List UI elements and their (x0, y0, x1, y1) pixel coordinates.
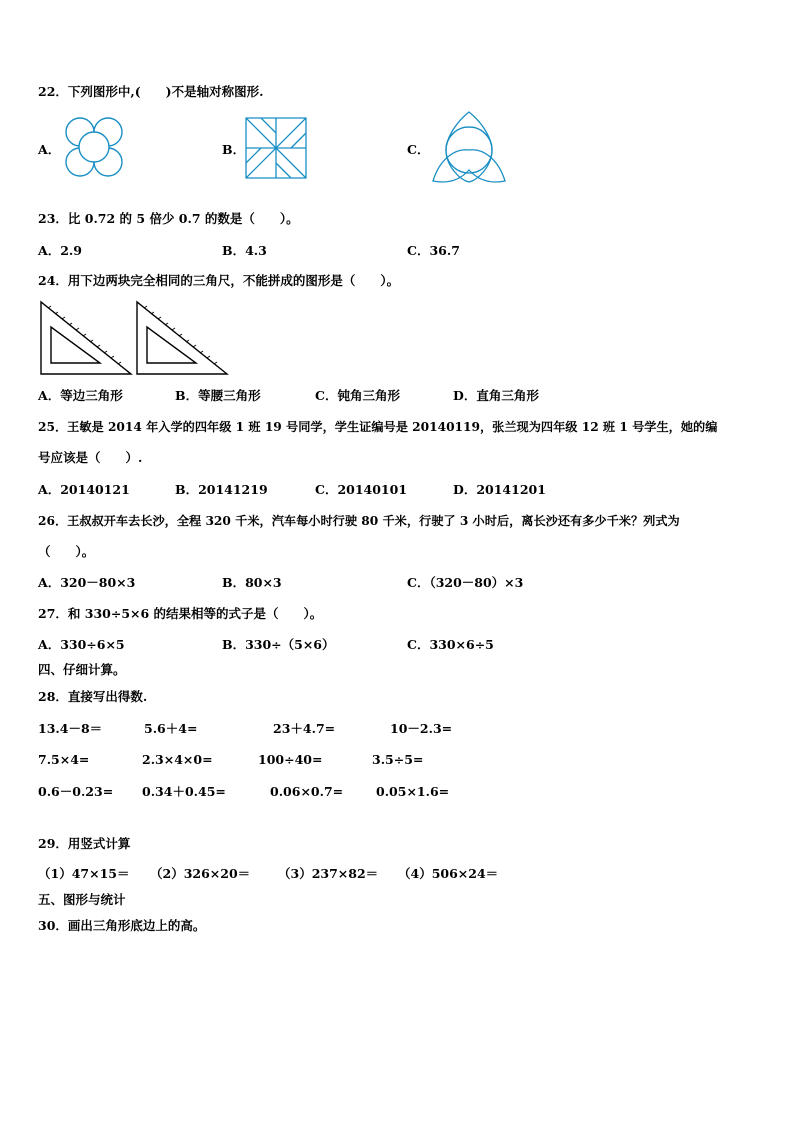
q28-stem: 28．直接写出得数. (38, 689, 148, 704)
q25-stem-line2: 号应该是（ ）. (38, 450, 143, 465)
q25-option-c: C．20140101 (315, 482, 408, 497)
q25-option-b: B．20141219 (175, 482, 268, 497)
q22-option-a-label: A． (38, 142, 61, 157)
q25-option-a: A．20140121 (38, 482, 130, 497)
q29-item-2: （2）326×20＝ (150, 866, 251, 881)
q28-item-1-2: 5.6＋4= (144, 721, 198, 736)
q29-item-1: （1）47×15＝ (38, 866, 130, 881)
set-square-right-figure (134, 299, 230, 377)
q24-option-b: B．等腰三角形 (175, 388, 261, 403)
set-square-left-figure (38, 299, 134, 377)
q25-option-d: D．20141201 (453, 482, 546, 497)
q29-item-4: （4）506×24＝ (398, 866, 499, 881)
trefoil-circle-figure (430, 110, 508, 184)
q22-stem: 22．下列图形中,( )不是轴对称图形. (38, 84, 264, 99)
q28-item-1-3: 23＋4.7= (273, 721, 336, 736)
q28-item-2-3: 100÷40= (258, 752, 323, 767)
q26-option-a: A．320－80×3 (38, 575, 136, 590)
q28-item-3-4: 0.05×1.6= (376, 784, 450, 799)
q26-option-c: C．（320－80）×3 (407, 575, 524, 590)
q27-option-c: C．330×6÷5 (407, 637, 494, 652)
q23-stem: 23．比 0.72 的 5 倍少 0.7 的数是（ ）。 (38, 211, 299, 226)
q29-stem: 29．用竖式计算 (38, 836, 131, 851)
q28-item-1-1: 13.4－8＝ (38, 721, 103, 736)
q28-item-2-4: 3.5÷5= (372, 752, 424, 767)
pinwheel-figure (244, 116, 308, 180)
q25-stem-line1: 25．王敏是 2014 年入学的四年级 1 班 19 号同学，学生证编号是 20140119，张兰现为四年级 12 班 1 号学生，她的编 (38, 420, 718, 434)
q24-option-c: C．钝角三角形 (315, 388, 400, 403)
q24-option-d: D．直角三角形 (453, 388, 539, 403)
q28-item-1-4: 10－2.3= (390, 721, 453, 736)
q26-stem-line2: （ ）。 (38, 544, 95, 559)
q22-option-c-label: C． (407, 142, 430, 157)
q27-stem: 27．和 330÷5×6 的结果相等的式子是（ ）。 (38, 606, 323, 621)
q27-option-b: B．330÷（5×6） (222, 637, 335, 652)
q30-stem: 30．画出三角形底边上的高。 (38, 918, 206, 933)
q28-item-3-2: 0.34＋0.45= (142, 784, 226, 799)
q28-item-3-1: 0.6－0.23= (38, 784, 114, 799)
q29-item-3: （3）237×82＝ (278, 866, 379, 881)
four-circle-flower-figure (60, 115, 130, 181)
q28-item-2-1: 7.5×4= (38, 752, 90, 767)
section-4-heading: 四、仔细计算。 (38, 662, 126, 677)
q22-option-b-label: B． (222, 142, 246, 157)
q24-stem: 24．用下边两块完全相同的三角尺，不能拼成的图形是（ ）。 (38, 273, 400, 288)
q26-option-b: B．80×3 (222, 575, 282, 590)
q28-item-2-2: 2.3×4×0= (142, 752, 213, 767)
q23-option-b: B．4.3 (222, 243, 267, 258)
q27-option-a: A．330÷6×5 (38, 637, 125, 652)
q23-option-a: A．2.9 (38, 243, 82, 258)
q23-option-c: C．36.7 (407, 243, 460, 258)
section-5-heading: 五、图形与统计 (38, 892, 126, 907)
q24-option-a: A．等边三角形 (38, 388, 123, 403)
q26-stem-line1: 26．王叔叔开车去长沙，全程 320 千米，汽车每小时行驶 80 千米，行驶了 3 小时后，离长沙还有多少千米？列式为 (38, 514, 680, 528)
q28-item-3-3: 0.06×0.7= (270, 784, 344, 799)
